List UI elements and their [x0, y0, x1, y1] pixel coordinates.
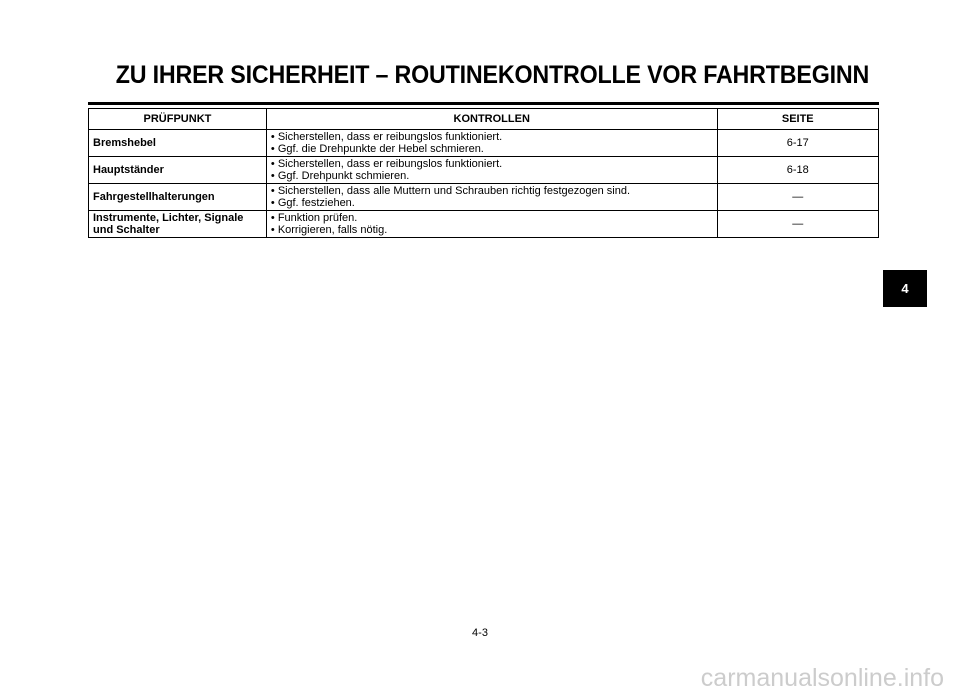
row-item [89, 157, 267, 184]
table-row [89, 211, 879, 238]
check-line: • Korrigieren, falls nötig. [270, 224, 388, 236]
row-page: 6-17 [717, 130, 878, 157]
row-page: — [717, 184, 878, 211]
table-row [89, 184, 879, 211]
row-checks [266, 130, 717, 157]
table-row [89, 157, 879, 184]
row-page: — [717, 211, 878, 238]
check-line: • Funktion prüfen. [270, 212, 358, 224]
row-page: 6-18 [717, 157, 878, 184]
page-title: ZU IHRER SICHERHEIT – ROUTINEKONTROLLE VOR FAHRTBEGINN [115, 61, 870, 89]
table-header-row [89, 109, 879, 130]
row-item [89, 130, 267, 157]
row-checks [266, 157, 717, 184]
section-tab: 4 [883, 270, 927, 307]
watermark: carmanualsonline.info [700, 664, 944, 692]
table-row [89, 130, 879, 157]
check-line: • Sicherstellen, dass er reibungslos funktioniert. [270, 158, 503, 170]
row-item-line: und Schalter [93, 224, 160, 236]
check-line: • Ggf. Drehpunkt schmieren. [270, 170, 410, 182]
checklist-table [88, 108, 879, 238]
check-line: • Sicherstellen, dass alle Muttern und Schrauben richtig festgezogen sind. [270, 185, 631, 197]
row-checks [266, 184, 717, 211]
row-item-line: Instrumente, Lichter, Signale [93, 212, 244, 224]
row-item-line: Hauptständer [93, 164, 164, 176]
page-number: 4-3 [472, 627, 488, 639]
check-line: • Ggf. die Drehpunkte der Hebel schmieren. [270, 143, 484, 155]
header-seite: SEITE [717, 109, 878, 130]
row-item-line: Fahrgestellhalterungen [93, 191, 215, 203]
row-item [89, 211, 267, 238]
header-kontrollen: KONTROLLEN [266, 109, 717, 130]
row-item [89, 184, 267, 211]
row-checks [266, 211, 717, 238]
title-rule [88, 102, 879, 105]
check-line: • Ggf. festziehen. [270, 197, 355, 209]
header-pruefpunkt: PRÜFPUNKT [89, 109, 267, 130]
row-item-line: Bremshebel [93, 137, 156, 149]
check-line: • Sicherstellen, dass er reibungslos funktioniert. [270, 131, 503, 143]
